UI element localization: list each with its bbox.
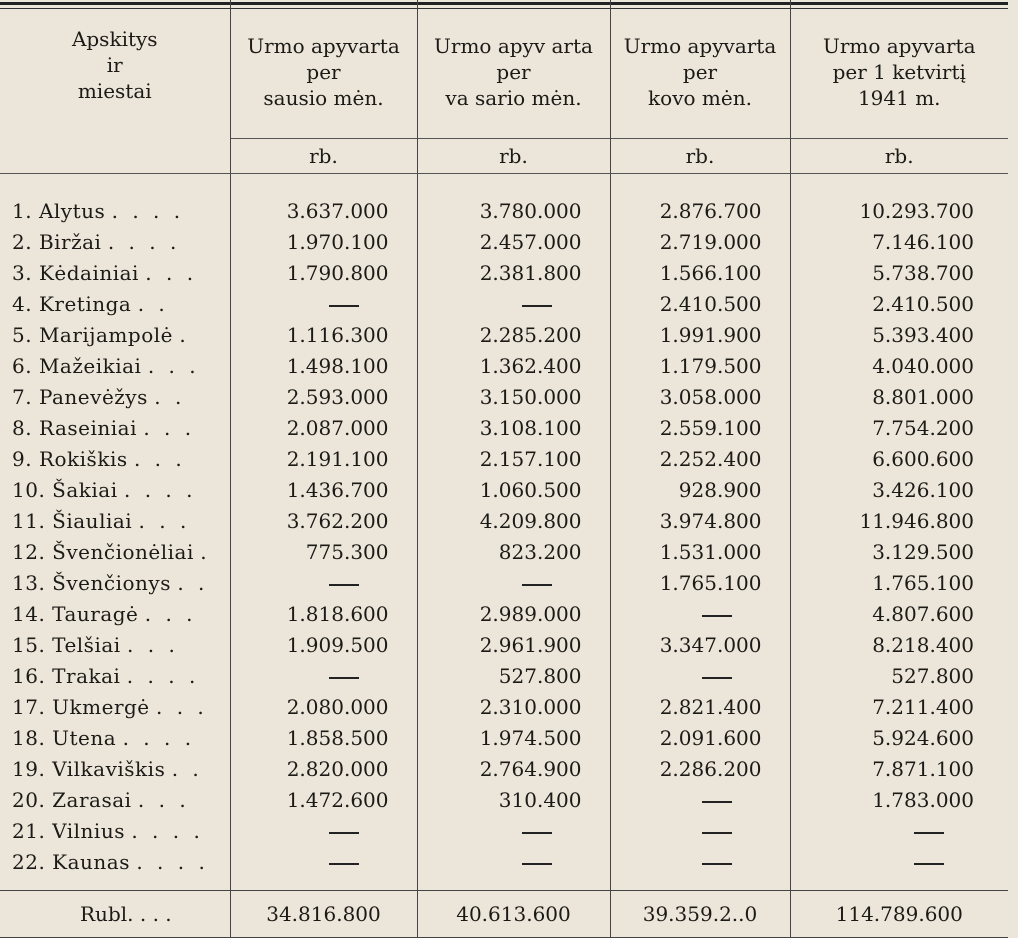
january-value: [230, 816, 417, 847]
district-cell: [0, 444, 230, 475]
leader-dots: .: [200, 540, 211, 564]
spacer-row: [0, 173, 1008, 196]
total-february: 40.613.600: [417, 890, 610, 937]
gap-cell: [417, 878, 610, 891]
march-value: 2.719.000: [610, 227, 790, 258]
february-value: [417, 816, 610, 847]
quarter-value: 11.946.800: [790, 506, 1008, 537]
district-cell: [0, 723, 230, 754]
dash-mark: [702, 801, 732, 803]
table-row: [0, 351, 1008, 382]
leader-dots: . . .: [137, 788, 190, 812]
february-value: 2.285.200: [417, 320, 610, 351]
dash-mark: [329, 305, 359, 307]
quarter-value: 1.765.100: [790, 568, 1008, 599]
gap-row: [0, 878, 1008, 891]
january-value: 1.116.300: [230, 320, 417, 351]
january-value: 2.191.100: [230, 444, 417, 475]
table-row: [0, 537, 1008, 568]
march-value: [610, 847, 790, 878]
gap-cell: [790, 878, 1008, 891]
header-line: Urmo apyvarta: [822, 33, 976, 58]
total-quarter: 114.789.600: [790, 890, 1008, 937]
table-row: [0, 227, 1008, 258]
header-line: per 1 ketvirtį: [832, 59, 966, 84]
district-cell: [0, 475, 230, 506]
dash-mark: [329, 863, 359, 865]
table-row: [0, 723, 1008, 754]
january-value: 2.080.000: [230, 692, 417, 723]
unit-cell: rb.: [230, 138, 417, 173]
district-name: 22. Kaunas: [12, 850, 130, 874]
leader-dots: . .: [154, 385, 186, 409]
district-name: 21. Vilnius: [12, 819, 125, 843]
table-row: [0, 785, 1008, 816]
total-label: [0, 890, 230, 937]
march-value: 2.091.600: [610, 723, 790, 754]
quarter-value: [790, 847, 1008, 878]
january-value: 2.820.000: [230, 754, 417, 785]
district-name: 4. Kretinga: [12, 292, 132, 316]
february-value: 4.209.800: [417, 506, 610, 537]
district-name: 15. Telšiai: [12, 633, 121, 657]
table-row: [0, 692, 1008, 723]
district-cell: [0, 537, 230, 568]
district-cell: [0, 661, 230, 692]
leader-dots: . . .: [145, 261, 198, 285]
total-january: 34.816.800: [230, 890, 417, 937]
january-value: 1.790.800: [230, 258, 417, 289]
february-value: 3.780.000: [417, 196, 610, 227]
quarter-value: 4.807.600: [790, 599, 1008, 630]
header-february: [417, 0, 610, 138]
quarter-value: 6.600.600: [790, 444, 1008, 475]
district-name: 14. Tauragė: [12, 602, 139, 626]
january-value: [230, 289, 417, 320]
january-value: 2.087.000: [230, 413, 417, 444]
header-line: Apskitys: [71, 27, 158, 51]
dash-mark: [702, 615, 732, 617]
district-name: 16. Trakai: [12, 664, 121, 688]
dash-mark: [522, 863, 552, 865]
leader-dots: . . .: [156, 695, 208, 719]
district-name: 17. Ukmergė: [12, 695, 150, 719]
district-name: 18. Utena: [12, 726, 117, 750]
february-value: 2.961.900: [417, 630, 610, 661]
march-value: 1.566.100: [610, 258, 790, 289]
district-name: 7. Panevėžys: [12, 385, 148, 409]
unit-cell-empty: [0, 138, 230, 173]
january-value: 1.858.500: [230, 723, 417, 754]
unit-cell: rb.: [417, 138, 610, 173]
march-value: 2.252.400: [610, 444, 790, 475]
header-line: sausio mėn.: [263, 85, 384, 110]
district-name: 13. Švenčionys: [12, 571, 171, 595]
leader-dots: . . .: [138, 509, 191, 533]
leader-dots: . . .: [127, 633, 179, 657]
table-row: [0, 754, 1008, 785]
district-name: 3. Kėdainiai: [12, 261, 139, 285]
gap-cell: [230, 878, 417, 891]
quarter-value: 8.801.000: [790, 382, 1008, 413]
header-march: [610, 0, 790, 138]
gap-cell: [610, 878, 790, 891]
header-line: miestai: [77, 79, 152, 103]
leader-dots: . . . .: [107, 230, 181, 254]
table-row: [0, 475, 1008, 506]
january-value: [230, 568, 417, 599]
dash-mark: [329, 584, 359, 586]
leader-dots: . . . .: [123, 478, 197, 502]
leader-dots: . . .: [133, 447, 186, 471]
february-value: [417, 847, 610, 878]
district-cell: [0, 227, 230, 258]
table-row: [0, 258, 1008, 289]
header-line: kovo mėn.: [648, 85, 752, 110]
leader-dots: . . .: [143, 416, 196, 440]
table-row: [0, 847, 1008, 878]
february-value: [417, 289, 610, 320]
district-cell: [0, 289, 230, 320]
header-line: ir: [106, 53, 123, 77]
header-line: Urmo apyvarta: [623, 33, 777, 58]
district-name: 2. Biržai: [12, 230, 102, 254]
january-value: 1.818.600: [230, 599, 417, 630]
total-label-text: Rubl.: [80, 901, 134, 926]
march-value: 1.179.500: [610, 351, 790, 382]
quarter-value: 8.218.400: [790, 630, 1008, 661]
quarter-value: 2.410.500: [790, 289, 1008, 320]
table-row: [0, 506, 1008, 537]
february-value: 527.800: [417, 661, 610, 692]
quarter-value: 1.783.000: [790, 785, 1008, 816]
january-value: 2.593.000: [230, 382, 417, 413]
march-value: 2.821.400: [610, 692, 790, 723]
district-cell: [0, 785, 230, 816]
leader-dots: . .: [177, 571, 209, 595]
february-value: 2.157.100: [417, 444, 610, 475]
leader-dots: . . .: [144, 602, 197, 626]
february-value: 1.060.500: [417, 475, 610, 506]
district-name: 5. Marijampolė: [12, 323, 173, 347]
leader-dots: . . . .: [126, 664, 200, 688]
january-value: [230, 847, 417, 878]
header-line: va sario mėn.: [445, 85, 582, 110]
january-value: 3.637.000: [230, 196, 417, 227]
header-row: [0, 0, 1008, 138]
quarter-value: 5.393.400: [790, 320, 1008, 351]
table-row: [0, 599, 1008, 630]
table-row: [0, 661, 1008, 692]
january-value: [230, 661, 417, 692]
february-value: 3.150.000: [417, 382, 610, 413]
district-name: 9. Rokiškis: [12, 447, 128, 471]
district-name: 10. Šakiai: [12, 478, 118, 502]
march-value: 1.991.900: [610, 320, 790, 351]
header-line: per: [496, 59, 531, 84]
january-value: 1.472.600: [230, 785, 417, 816]
quarter-value: 527.800: [790, 661, 1008, 692]
header-line: per: [682, 59, 718, 84]
march-value: 1.531.000: [610, 537, 790, 568]
february-value: [417, 568, 610, 599]
table-row: [0, 320, 1008, 351]
table-row: [0, 568, 1008, 599]
leader-dots: . . . .: [111, 199, 185, 223]
february-value: 2.310.000: [417, 692, 610, 723]
district-cell: [0, 382, 230, 413]
leader-dots: . . . .: [131, 819, 204, 843]
january-value: 1.498.100: [230, 351, 417, 382]
district-cell: [0, 196, 230, 227]
quarter-value: 7.146.100: [790, 227, 1008, 258]
table-row: [0, 196, 1008, 227]
dash-mark: [702, 677, 732, 679]
dash-mark: [702, 832, 732, 834]
leader-dots: . . . .: [136, 850, 209, 874]
quarter-value: 3.426.100: [790, 475, 1008, 506]
district-cell: [0, 568, 230, 599]
quarter-value: 4.040.000: [790, 351, 1008, 382]
leader-dots: . .: [137, 292, 169, 316]
february-value: 2.457.000: [417, 227, 610, 258]
march-value: 1.765.100: [610, 568, 790, 599]
header-january: [230, 0, 417, 138]
gap-cell: [0, 878, 230, 891]
march-value: [610, 816, 790, 847]
march-value: 3.058.000: [610, 382, 790, 413]
district-cell: [0, 754, 230, 785]
january-value: 1.909.500: [230, 630, 417, 661]
total-row: [0, 890, 1008, 937]
leader-dots: . . .: [139, 901, 172, 926]
leader-dots: . . . .: [122, 726, 196, 750]
unit-cell: rb.: [790, 138, 1008, 173]
march-value: 928.900: [610, 475, 790, 506]
dash-mark: [522, 584, 552, 586]
february-value: 310.400: [417, 785, 610, 816]
header-line: per: [306, 59, 341, 84]
district-name: 19. Vilkaviškis: [12, 757, 166, 781]
dash-mark: [329, 832, 359, 834]
dash-mark: [522, 305, 552, 307]
march-value: [610, 661, 790, 692]
district-name: 11. Šiauliai: [12, 509, 133, 533]
total-march: 39.359.2..0: [610, 890, 790, 937]
quarter-value: 7.871.100: [790, 754, 1008, 785]
march-value: [610, 785, 790, 816]
quarter-value: 5.924.600: [790, 723, 1008, 754]
january-value: 775.300: [230, 537, 417, 568]
district-name: 8. Raseiniai: [12, 416, 137, 440]
march-value: 2.559.100: [610, 413, 790, 444]
header-quarter: [790, 0, 1008, 138]
dash-mark: [914, 832, 944, 834]
leader-dots: . .: [171, 757, 203, 781]
district-cell: [0, 258, 230, 289]
march-value: 2.286.200: [610, 754, 790, 785]
quarter-value: 3.129.500: [790, 537, 1008, 568]
dash-mark: [914, 863, 944, 865]
leader-dots: . . .: [147, 354, 200, 378]
district-name: 6. Mažeikiai: [12, 354, 142, 378]
quarter-value: 10.293.700: [790, 196, 1008, 227]
quarter-value: 7.211.400: [790, 692, 1008, 723]
header-line: 1941 m.: [857, 85, 941, 110]
march-value: 3.974.800: [610, 506, 790, 537]
february-value: 823.200: [417, 537, 610, 568]
february-value: 1.974.500: [417, 723, 610, 754]
unit-row: [0, 138, 1008, 173]
table-row: [0, 382, 1008, 413]
february-value: 2.989.000: [417, 599, 610, 630]
header-line: Urmo apyv arta: [434, 33, 593, 58]
district-cell: [0, 692, 230, 723]
march-value: 2.410.500: [610, 289, 790, 320]
district-cell: [0, 847, 230, 878]
district-name: 1. Alytus: [12, 199, 106, 223]
header-line: Urmo apyvarta: [247, 33, 400, 58]
table-row: [0, 816, 1008, 847]
district-cell: [0, 506, 230, 537]
quarter-value: [790, 816, 1008, 847]
leader-dots: .: [179, 323, 190, 347]
district-name: 12. Švenčionėliai: [12, 540, 194, 564]
table-row: [0, 444, 1008, 475]
quarter-value: 5.738.700: [790, 258, 1008, 289]
january-value: 1.970.100: [230, 227, 417, 258]
march-value: 2.876.700: [610, 196, 790, 227]
district-cell: [0, 320, 230, 351]
header-districts: [0, 0, 230, 138]
january-value: 1.436.700: [230, 475, 417, 506]
district-cell: [0, 630, 230, 661]
district-cell: [0, 351, 230, 382]
february-value: 2.764.900: [417, 754, 610, 785]
unit-cell: rb.: [610, 138, 790, 173]
table-row: [0, 289, 1008, 320]
district-cell: [0, 816, 230, 847]
district-cell: [0, 599, 230, 630]
dash-mark: [522, 832, 552, 834]
district-cell: [0, 413, 230, 444]
table-row: [0, 413, 1008, 444]
quarter-value: 7.754.200: [790, 413, 1008, 444]
dash-mark: [702, 863, 732, 865]
table-row: [0, 630, 1008, 661]
district-name: 20. Zarasai: [12, 788, 132, 812]
dash-mark: [329, 677, 359, 679]
february-value: 3.108.100: [417, 413, 610, 444]
february-value: 2.381.800: [417, 258, 610, 289]
january-value: 3.762.200: [230, 506, 417, 537]
march-value: [610, 599, 790, 630]
february-value: 1.362.400: [417, 351, 610, 382]
march-value: 3.347.000: [610, 630, 790, 661]
